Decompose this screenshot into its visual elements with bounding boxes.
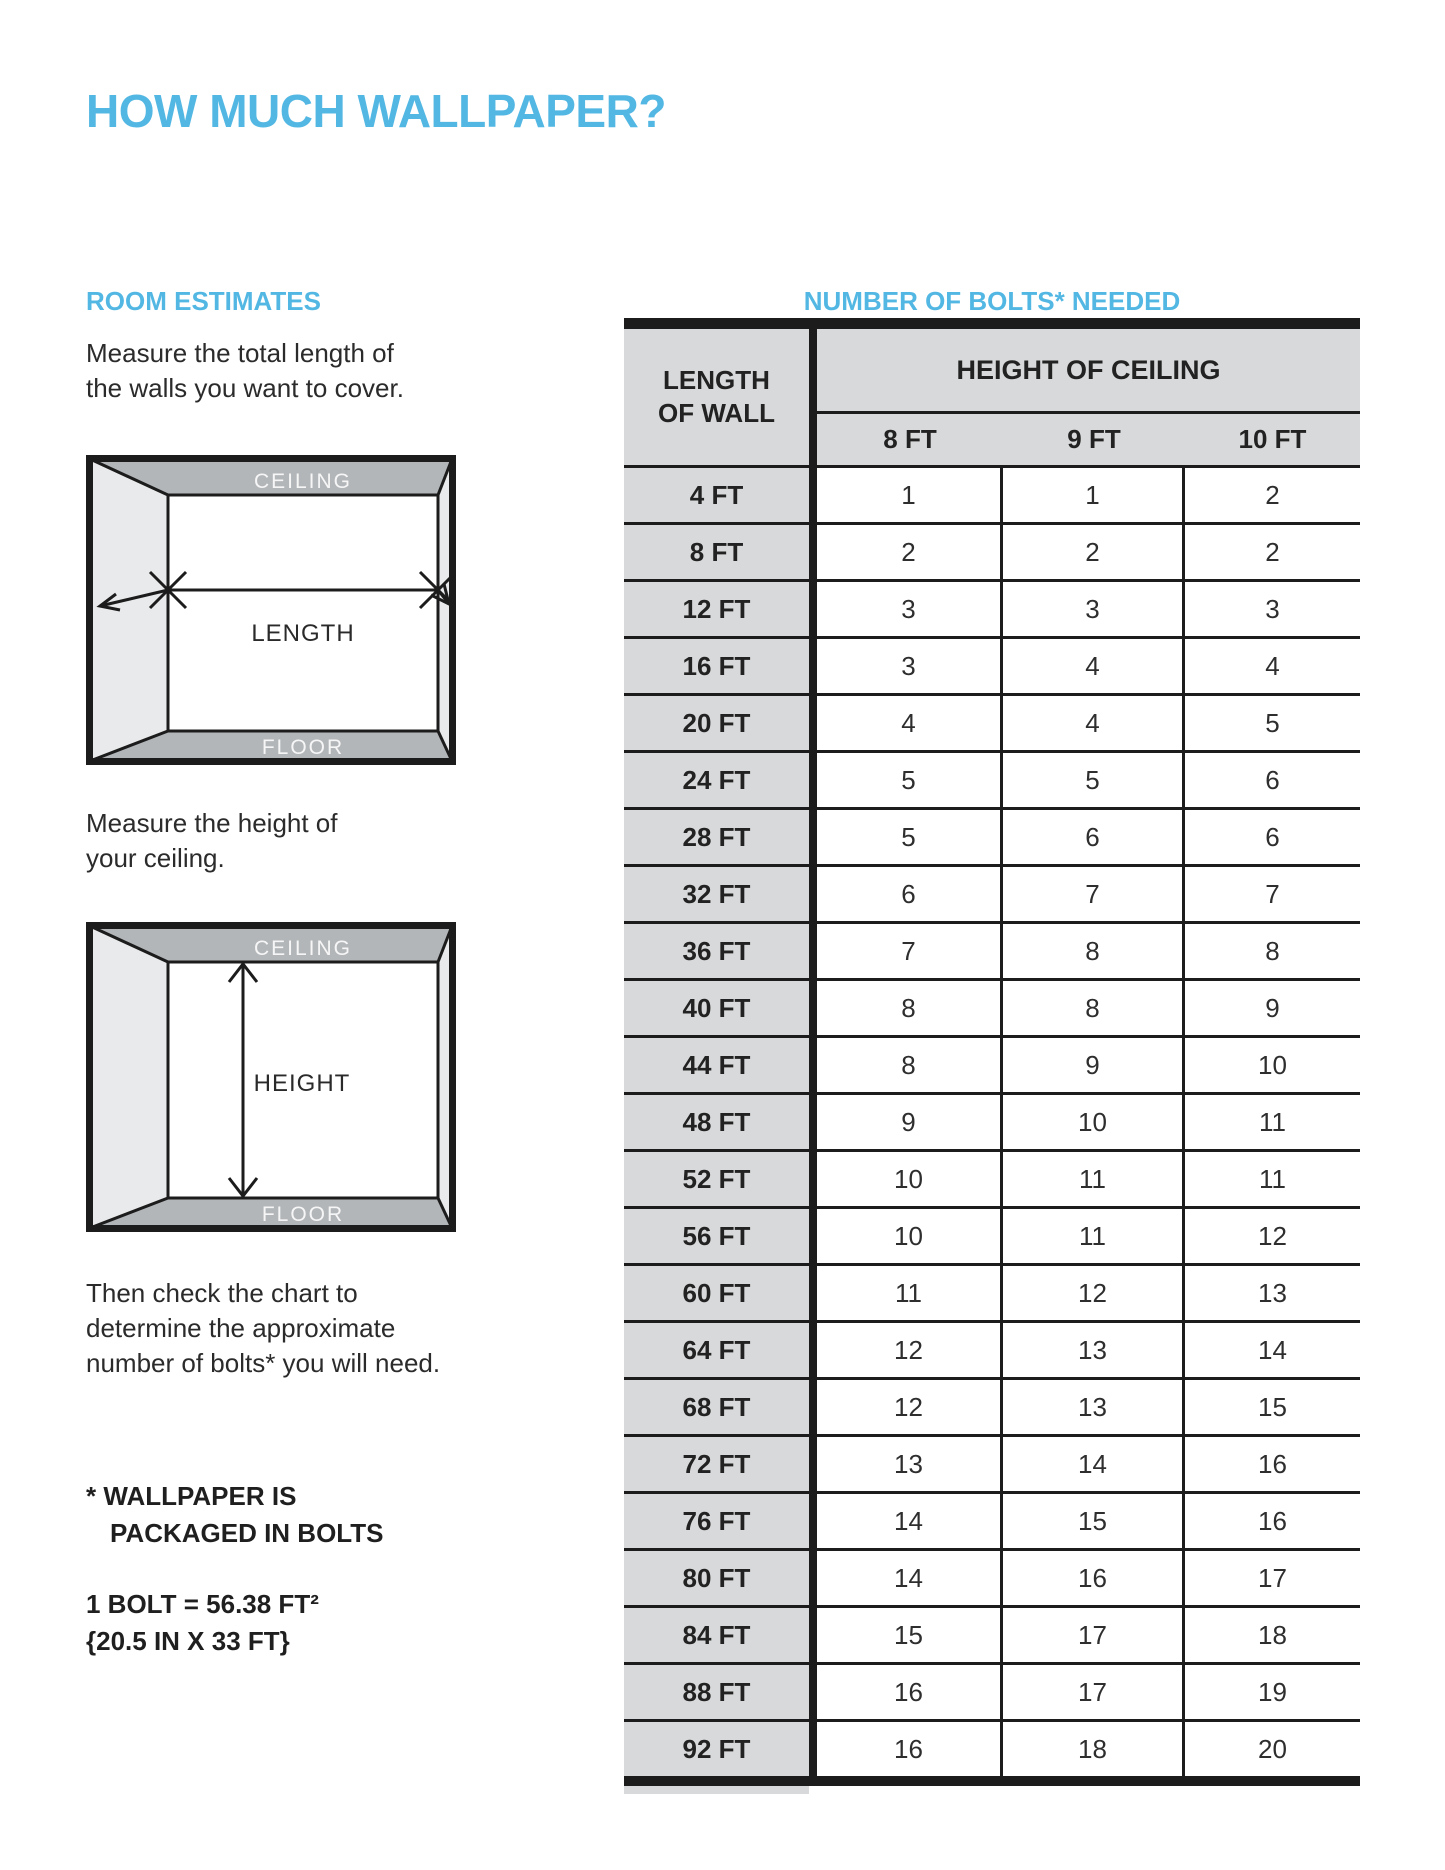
bolt-size-info [86,1586,319,1660]
table-row [624,693,1360,750]
page-title: HOW MUCH WALLPAPER? [86,85,666,137]
instruction-measure-height [86,806,338,876]
instruction-line: determine the approximate [86,1313,396,1343]
bolts-table [624,318,1360,1794]
cell-10ft: 9 [1185,981,1360,1035]
row-label: 32 FT [624,867,809,921]
column-divider [809,1152,817,1206]
room-length-diagram [86,455,456,765]
instruction-line: Measure the height of [86,808,338,838]
row-label: 56 FT [624,1209,809,1263]
row-label: 76 FT [624,1494,809,1548]
cell-9ft: 6 [1003,810,1185,864]
column-divider [809,329,817,465]
column-header-10ft: 10 FT [1238,424,1307,454]
cell-10ft: 13 [1185,1266,1360,1320]
table-header [624,329,1360,465]
table-row [624,522,1360,579]
cell-9ft: 2 [1003,525,1185,579]
row-label: 72 FT [624,1437,809,1491]
cell-8ft: 8 [817,981,1003,1035]
length-label: LENGTH [251,620,355,647]
row-label: 20 FT [624,696,809,750]
row-label: 36 FT [624,924,809,978]
table-row [624,1662,1360,1719]
table-row [624,1263,1360,1320]
row-label: 8 FT [624,525,809,579]
cell-10ft: 15 [1185,1380,1360,1434]
column-divider [809,696,817,750]
cell-9ft: 1 [1003,468,1185,522]
column-subheaders [817,414,1360,465]
column-divider [809,810,817,864]
table-row [624,465,1360,522]
table-row [624,1377,1360,1434]
cell-9ft: 3 [1003,582,1185,636]
cell-9ft: 12 [1003,1266,1185,1320]
table-row [624,636,1360,693]
cell-10ft: 19 [1185,1665,1360,1719]
cell-10ft: 6 [1185,753,1360,807]
table-row [624,579,1360,636]
row-header-cell [624,329,809,465]
column-header-block [817,329,1360,465]
left-wall-surface [90,926,168,1228]
cell-8ft: 10 [817,1152,1003,1206]
row-label: 40 FT [624,981,809,1035]
instruction-line: number of bolts* you will need. [86,1348,441,1378]
column-divider [809,867,817,921]
column-divider [809,1209,817,1263]
room-estimates-heading: ROOM ESTIMATES [86,286,321,316]
column-divider [809,1722,817,1776]
cell-9ft: 11 [1003,1152,1185,1206]
cell-9ft: 14 [1003,1437,1185,1491]
row-label: 44 FT [624,1038,809,1092]
table-row [624,1719,1360,1776]
column-divider [809,1494,817,1548]
cell-10ft: 2 [1185,525,1360,579]
cell-10ft: 18 [1185,1608,1360,1662]
ceiling-label: CEILING [253,470,353,493]
cell-9ft: 4 [1003,696,1185,750]
table-row [624,1035,1360,1092]
cell-9ft: 17 [1003,1608,1185,1662]
row-label: 24 FT [624,753,809,807]
row-label: 84 FT [624,1608,809,1662]
table-bottom-stub [624,1786,809,1794]
cell-10ft: 17 [1185,1551,1360,1605]
table-body [624,465,1360,1776]
cell-10ft: 5 [1185,696,1360,750]
row-header-line: LENGTH [663,365,770,395]
cell-8ft: 16 [817,1665,1003,1719]
cell-10ft: 8 [1185,924,1360,978]
back-wall [168,495,438,731]
table-row [624,807,1360,864]
bolt-size-line: 1 BOLT = 56.38 FT² [86,1589,319,1619]
instruction-line: Measure the total length of [86,338,394,368]
cell-8ft: 10 [817,1209,1003,1263]
bolt-size-line: {20.5 IN X 33 FT} [86,1626,290,1656]
cell-9ft: 11 [1003,1209,1185,1263]
table-row [624,1491,1360,1548]
table-top-border [624,318,1360,329]
column-divider [809,582,817,636]
column-divider [809,924,817,978]
cell-10ft: 2 [1185,468,1360,522]
column-divider [809,1551,817,1605]
table-row [624,1548,1360,1605]
cell-8ft: 3 [817,639,1003,693]
row-label: 88 FT [624,1665,809,1719]
column-divider [809,639,817,693]
column-divider [809,1380,817,1434]
instruction-line: your ceiling. [86,843,225,873]
table-row [624,1149,1360,1206]
instruction-line: Then check the chart to [86,1278,358,1308]
cell-8ft: 3 [817,582,1003,636]
column-divider [809,525,817,579]
row-label: 80 FT [624,1551,809,1605]
cell-10ft: 16 [1185,1494,1360,1548]
cell-10ft: 4 [1185,639,1360,693]
floor-label: FLOOR [261,1203,345,1226]
cell-8ft: 14 [817,1551,1003,1605]
cell-8ft: 4 [817,696,1003,750]
cell-10ft: 20 [1185,1722,1360,1776]
cell-8ft: 14 [817,1494,1003,1548]
cell-9ft: 13 [1003,1323,1185,1377]
table-row [624,1320,1360,1377]
cell-8ft: 6 [817,867,1003,921]
left-wall-surface [90,459,168,761]
cell-10ft: 12 [1185,1209,1360,1263]
room-height-diagram [86,922,456,1232]
cell-9ft: 5 [1003,753,1185,807]
cell-8ft: 9 [817,1095,1003,1149]
column-divider [809,753,817,807]
row-label: 12 FT [624,582,809,636]
cell-10ft: 10 [1185,1038,1360,1092]
cell-9ft: 9 [1003,1038,1185,1092]
column-divider [809,1323,817,1377]
column-divider [809,1437,817,1491]
row-label: 60 FT [624,1266,809,1320]
cell-10ft: 11 [1185,1152,1360,1206]
table-row [624,1605,1360,1662]
row-label: 68 FT [624,1380,809,1434]
cell-8ft: 5 [817,810,1003,864]
table-row [624,921,1360,978]
table-row [624,864,1360,921]
table-bottom-border [624,1776,1360,1786]
bolts-footnote [86,1478,383,1552]
cell-8ft: 12 [817,1323,1003,1377]
cell-9ft: 8 [1003,924,1185,978]
cell-9ft: 10 [1003,1095,1185,1149]
column-group-header: HEIGHT OF CEILING [817,329,1360,411]
row-label: 28 FT [624,810,809,864]
cell-9ft: 18 [1003,1722,1185,1776]
table-row [624,1206,1360,1263]
cell-10ft: 16 [1185,1437,1360,1491]
row-label: 16 FT [624,639,809,693]
column-divider [809,1665,817,1719]
cell-9ft: 7 [1003,867,1185,921]
cell-10ft: 11 [1185,1095,1360,1149]
column-divider [809,1266,817,1320]
column-divider [809,468,817,522]
column-divider [809,1038,817,1092]
cell-9ft: 16 [1003,1551,1185,1605]
cell-8ft: 13 [817,1437,1003,1491]
column-divider [809,981,817,1035]
cell-8ft: 7 [817,924,1003,978]
cell-8ft: 2 [817,525,1003,579]
ceiling-label: CEILING [253,937,353,960]
instruction-check-chart [86,1276,440,1381]
row-label: 52 FT [624,1152,809,1206]
footnote-line: * WALLPAPER IS [86,1481,297,1511]
cell-8ft: 1 [817,468,1003,522]
row-label: 92 FT [624,1722,809,1776]
cell-8ft: 5 [817,753,1003,807]
cell-8ft: 15 [817,1608,1003,1662]
cell-9ft: 13 [1003,1380,1185,1434]
cell-9ft: 17 [1003,1665,1185,1719]
cell-10ft: 14 [1185,1323,1360,1377]
cell-8ft: 16 [817,1722,1003,1776]
row-label: 64 FT [624,1323,809,1377]
floor-label: FLOOR [261,736,345,759]
table-row [624,1092,1360,1149]
instruction-measure-length [86,336,404,406]
column-divider [809,1095,817,1149]
column-divider [809,1608,817,1662]
cell-8ft: 12 [817,1380,1003,1434]
column-header-8ft: 8 FT [883,424,937,454]
cell-9ft: 4 [1003,639,1185,693]
cell-10ft: 7 [1185,867,1360,921]
row-label: 48 FT [624,1095,809,1149]
table-row [624,750,1360,807]
cell-9ft: 15 [1003,1494,1185,1548]
instruction-line: the walls you want to cover. [86,373,404,403]
cell-9ft: 8 [1003,981,1185,1035]
row-label: 4 FT [624,468,809,522]
cell-10ft: 6 [1185,810,1360,864]
row-header-line: OF WALL [658,398,775,428]
column-header-9ft: 9 FT [1067,424,1121,454]
cell-8ft: 11 [817,1266,1003,1320]
table-row [624,978,1360,1035]
table-row [624,1434,1360,1491]
cell-8ft: 8 [817,1038,1003,1092]
height-label: HEIGHT [253,1070,351,1097]
footnote-line: PACKAGED IN BOLTS [110,1518,384,1548]
bolts-needed-heading: NUMBER OF BOLTS* NEEDED [803,286,1181,316]
cell-10ft: 3 [1185,582,1360,636]
